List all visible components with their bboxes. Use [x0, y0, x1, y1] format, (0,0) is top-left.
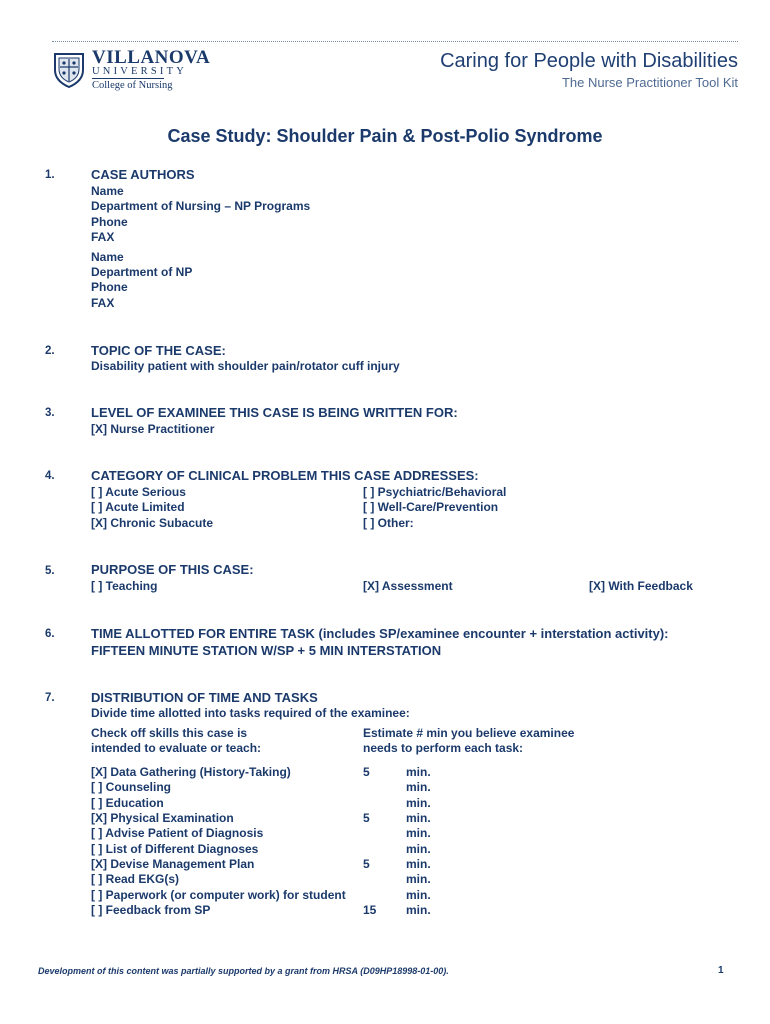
section-number: 4.: [45, 470, 55, 482]
distribution-intro: Divide time allotted into tasks required of the examinee:: [91, 706, 410, 720]
task-label: [ ] Read EKG(s): [91, 872, 180, 886]
task-minutes: 5: [363, 857, 370, 871]
logo-name: VILLANOVA: [92, 47, 211, 68]
category-option: [ ] Well-Care/Prevention: [363, 500, 499, 514]
logo-college: College of Nursing: [92, 80, 173, 91]
task-unit: min.: [406, 780, 431, 794]
section-number: 2.: [45, 345, 55, 357]
section-number: 6.: [45, 628, 55, 640]
task-minutes: 5: [363, 811, 370, 825]
section-number: 1.: [45, 169, 55, 181]
task-unit: min.: [406, 857, 431, 871]
task-unit: min.: [406, 796, 431, 810]
author-line: Name: [91, 184, 124, 198]
category-option: [X] Chronic Subacute: [91, 516, 214, 530]
author-line: Department of NP: [91, 265, 193, 279]
section-heading: CASE AUTHORS: [91, 167, 195, 182]
villanova-seal-icon: [52, 50, 86, 88]
examinee-level: [X] Nurse Practitioner: [91, 422, 215, 436]
task-minutes: 5: [363, 765, 370, 779]
task-label: [X] Devise Management Plan: [91, 857, 255, 871]
section-heading: CATEGORY OF CLINICAL PROBLEM THIS CASE ADDRESSES:: [91, 468, 479, 483]
toolkit-subtitle: The Nurse Practitioner Tool Kit: [561, 75, 738, 90]
author-line: Phone: [91, 280, 128, 294]
section-heading: TIME ALLOTTED FOR ENTIRE TASK (includes SP/examinee encounter + interstation activity):: [91, 626, 669, 641]
task-unit: min.: [406, 872, 431, 886]
logo-university: UNIVERSITY: [92, 66, 187, 77]
section-heading: TOPIC OF THE CASE:: [91, 343, 226, 358]
task-unit: min.: [406, 842, 431, 856]
author-line: Name: [91, 250, 124, 264]
purpose-teaching: [ ] Teaching: [91, 579, 158, 593]
purpose-feedback: [X] With Feedback: [589, 579, 693, 593]
task-label: [X] Data Gathering (History-Taking): [91, 765, 291, 779]
task-label: [ ] Paperwork (or computer work) for student: [91, 888, 346, 902]
page-number: 1: [718, 965, 724, 976]
task-label: [ ] Advise Patient of Diagnosis: [91, 826, 264, 840]
column-header-skills: intended to evaluate or teach:: [91, 741, 262, 755]
topic-text: Disability patient with shoulder pain/rotator cuff injury: [91, 359, 400, 373]
task-unit: min.: [406, 826, 431, 840]
category-option: [ ] Psychiatric/Behavioral: [363, 485, 507, 499]
time-allotted: FIFTEEN MINUTE STATION W/SP + 5 MIN INTERSTATION: [91, 643, 442, 658]
section-number: 5.: [45, 565, 55, 577]
section-number: 3.: [45, 407, 55, 419]
task-unit: min.: [406, 888, 431, 902]
task-unit: min.: [406, 765, 431, 779]
column-header-skills: Check off skills this case is: [91, 726, 248, 740]
category-option: [ ] Acute Limited: [91, 500, 185, 514]
task-label: [ ] Feedback from SP: [91, 903, 211, 917]
header-rule: [52, 41, 738, 42]
task-minutes: 15: [363, 903, 377, 917]
toolkit-title: Caring for People with Disabilities: [440, 50, 738, 72]
author-line: Department of Nursing – NP Programs: [91, 199, 311, 213]
category-option: [ ] Acute Serious: [91, 485, 186, 499]
purpose-assessment: [X] Assessment: [363, 579, 453, 593]
task-unit: min.: [406, 903, 431, 917]
task-label: [ ] Education: [91, 796, 164, 810]
section-heading: DISTRIBUTION OF TIME AND TASKS: [91, 690, 318, 705]
category-option: [ ] Other:: [363, 516, 414, 530]
author-line: Phone: [91, 215, 128, 229]
section-heading: LEVEL OF EXAMINEE THIS CASE IS BEING WRITTEN FOR:: [91, 405, 458, 420]
column-header-minutes: needs to perform each task:: [363, 741, 524, 755]
column-header-minutes: Estimate # min you believe examinee: [363, 726, 575, 740]
section-number: 7.: [45, 692, 55, 704]
task-label: [ ] Counseling: [91, 780, 171, 794]
task-unit: min.: [406, 811, 431, 825]
author-line: FAX: [91, 296, 115, 310]
section-heading: PURPOSE OF THIS CASE:: [91, 562, 254, 577]
footer-note: Development of this content was partially supported by a grant from HRSA (D09HP18998-01-00).: [38, 966, 449, 976]
logo-divider: [92, 78, 164, 79]
task-label: [X] Physical Examination: [91, 811, 234, 825]
task-label: [ ] List of Different Diagnoses: [91, 842, 259, 856]
author-line: FAX: [91, 230, 115, 244]
document-title: Case Study: Shoulder Pain & Post-Polio Syndrome: [167, 126, 603, 146]
